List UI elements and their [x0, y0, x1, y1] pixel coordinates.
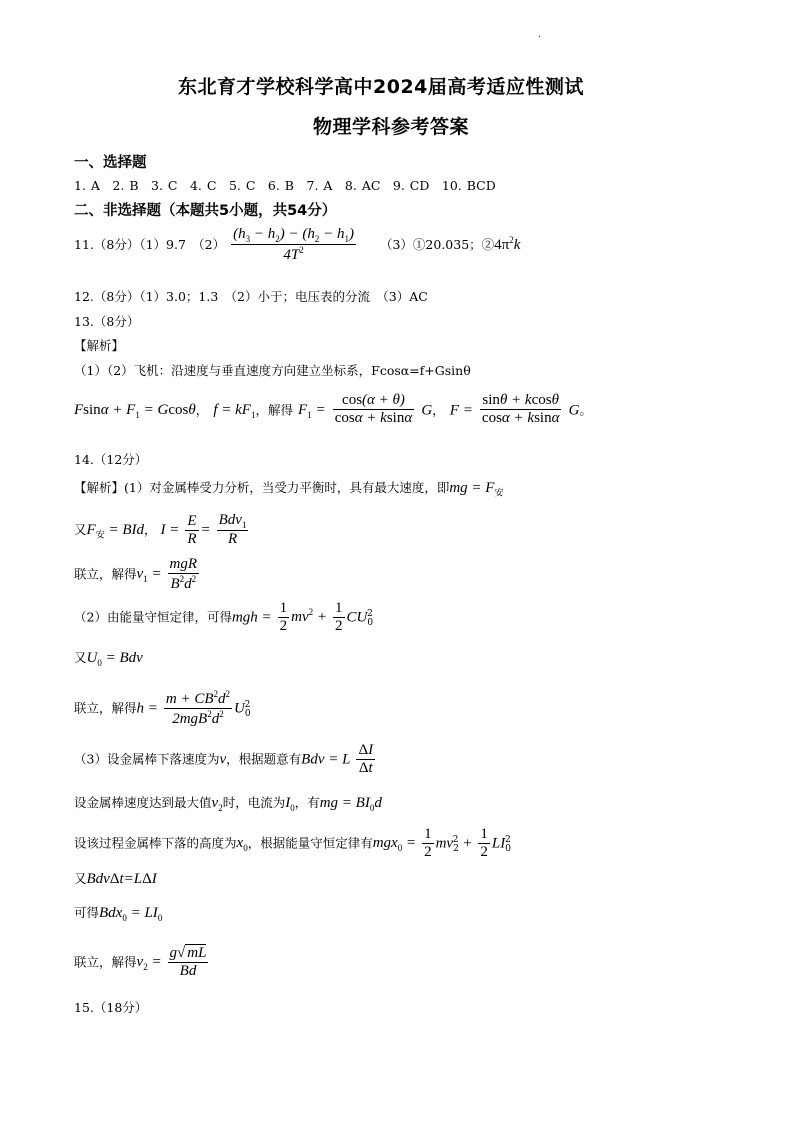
q11-prefix: 11.（8分）（1）9.7 （2）	[74, 236, 226, 252]
q14-line7: （3）设金属棒下落速度为v，根据题意有Bdv = L $\frac{\Delta I}{\Delta t}$	[74, 742, 374, 777]
page-title: 东北育才学校科学高中2024届高考适应性测试	[178, 76, 584, 98]
q15-header: 15.（18分）	[74, 1000, 148, 1015]
q11-formula: $\frac{(h_3 - h_2) - (h_2 - h_1)}{4T^2}$	[233, 226, 354, 264]
corner-dot: .	[538, 30, 541, 40]
q11-row	[74, 226, 520, 265]
q14-line11: 可得$Bdx_0 = LI_0$	[74, 905, 163, 923]
q14-line3: 联立，解得$v_1$ = $\frac{\text{mgR}}{B^2d^2}$	[74, 556, 198, 593]
q14-line8: 设金属棒速度达到最大值$v_2$时，电流为$I_0$，有mg = $BI_0d$	[74, 795, 382, 813]
q12-answer: 12.（8分）（1）3.0；1.3 （2）小于；电压表的分流 （3）AC	[74, 289, 428, 304]
section-heading-nonchoice: 二、非选择题（本题共5小题，共54分）	[74, 203, 337, 219]
choice-answers: 1. A 2. B 3. C 4. C 5. C 6. B 7. A 8. AC 9. CD 10. BCD	[74, 178, 496, 193]
q11-part3: （3）①20.035；②	[379, 236, 495, 252]
q14-line9: 设该过程金属棒下落的高度为$x_0$，根据能量守恒定律有mgx$_0$ = $\frac{1}{2}$ $mv_2^2$ + $\frac{1}{2}$ $LI_0^2$	[74, 826, 511, 861]
q13-solve-text: ，解得	[255, 402, 293, 418]
q13-jiexi: 【解析】	[74, 338, 125, 353]
q13-equation-row: $Fsin\alpha + F_1 = Gcos\theta$， $f = kF_1$，解得 $F_1$ = $\frac{\cos(\alpha + \theta)}{\cos\alpha + ksin\alpha}$ G， F = $\frac{\sin\theta + kcos\theta}{\cos\alpha + ksin\alpha}$ G。	[74, 392, 592, 427]
q13-line1: （1）（2）飞机：沿速度与垂直速度方向建立坐标系，Fcosα=f+Gsinθ	[74, 363, 471, 378]
section-heading-choice: 一、选择题	[74, 155, 147, 171]
q13-header: 13.（8分）	[74, 314, 140, 329]
q14-header: 14.（12分）	[74, 452, 148, 467]
q14-line12: 联立，解得$v_2$ = $\frac{g√ mL}{Bd}$	[74, 945, 207, 980]
page-subtitle: 物理学科参考答案	[313, 116, 470, 138]
q14-line10: 又BdvΔt=LΔI	[74, 871, 157, 887]
q14-line4: （2）由能量守恒定律，可得mgh = $\frac{1}{2}$ $mv^2$ + $\frac{1}{2}$ $CU_0^2$	[74, 600, 374, 635]
q11-k-formula: $4\pi^2k$	[494, 234, 521, 253]
q14-line5: 又$U_0$ = Bdv	[74, 650, 143, 668]
q14-line6: 联立，解得h = $\frac{m + CB^2d^2}{2mgB^2d^2}$ $U_0^2$	[74, 689, 251, 728]
q14-line1: 【解析】(1）对金属棒受力分析，当受力平衡时，具有最大速度，即mg = $F_安$	[74, 480, 504, 499]
q14-line2: 又$F_安$ = BId， I = $\frac{E}{R}$ = $\frac{Bdv_1}{R}$	[74, 512, 247, 548]
